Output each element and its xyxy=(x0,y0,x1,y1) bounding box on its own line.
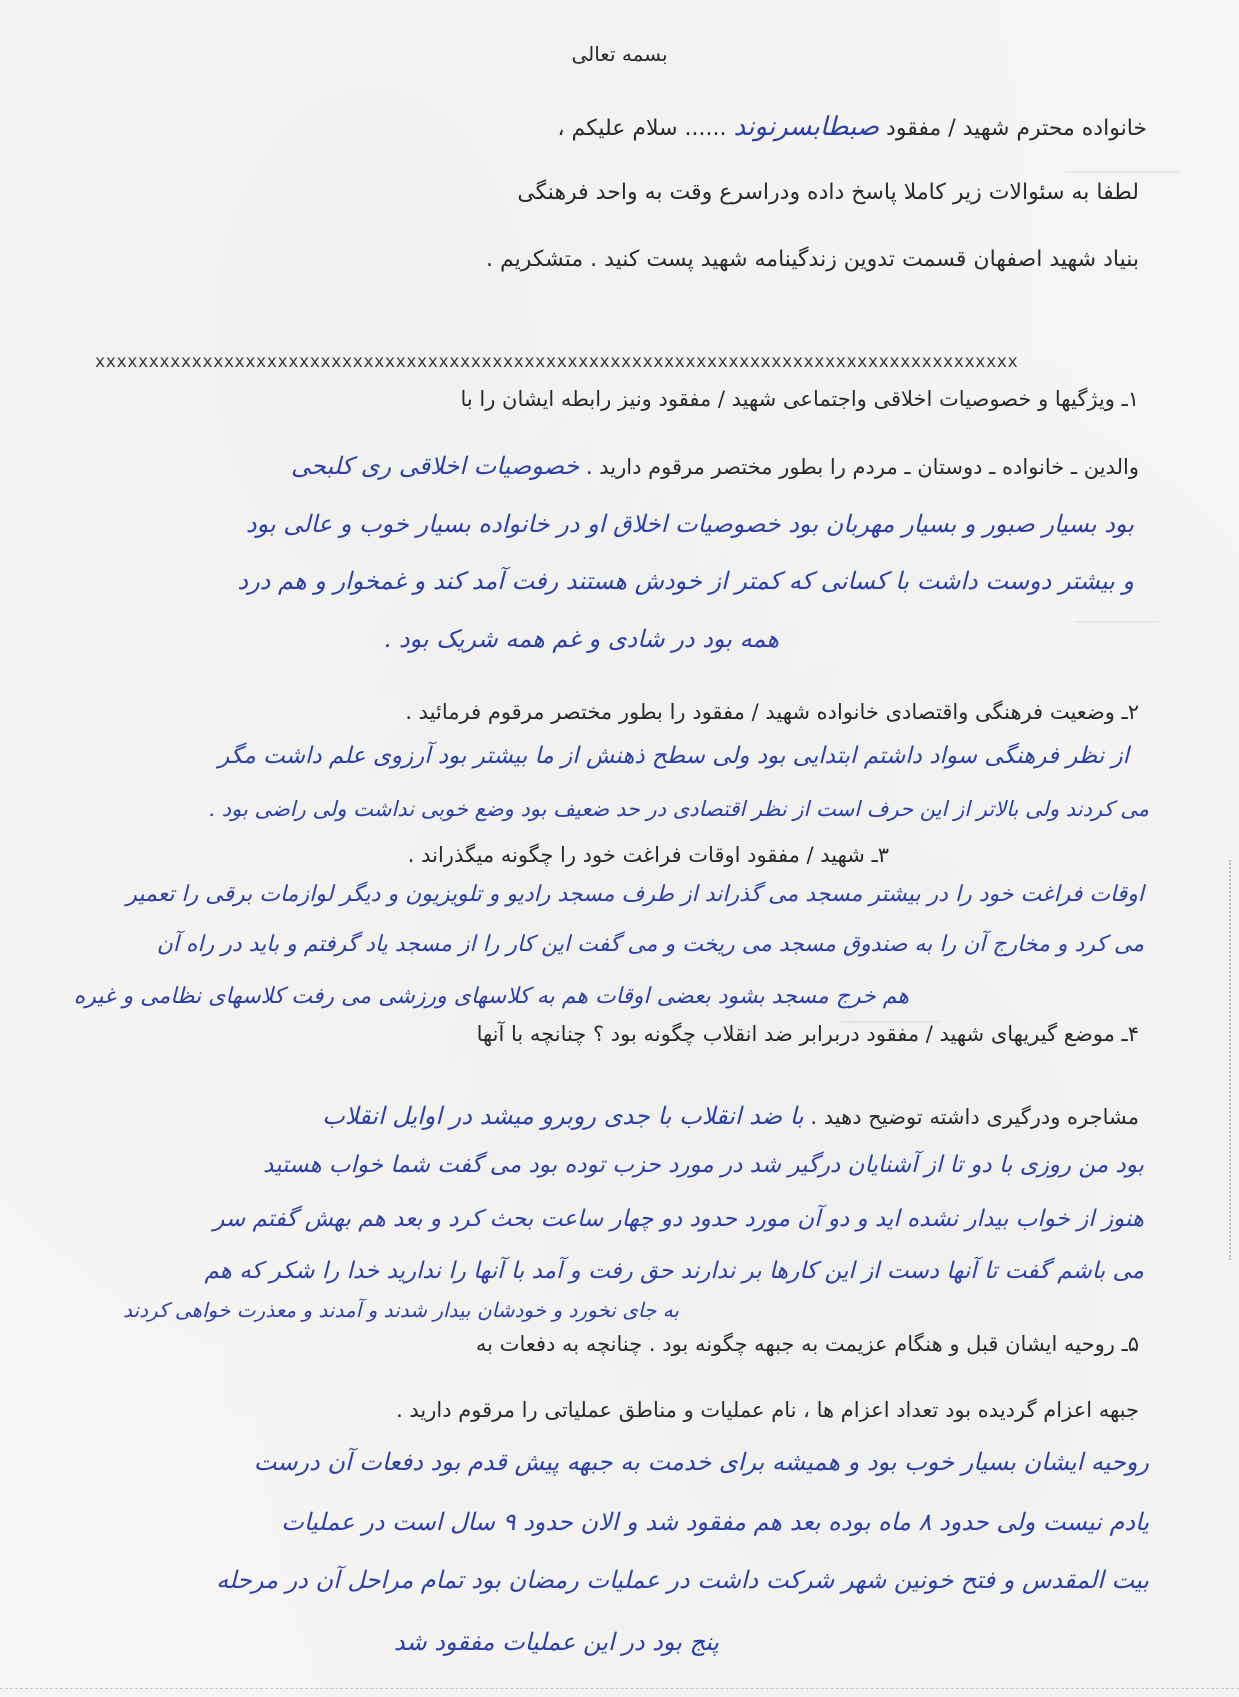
answer-1-line: همه بود در شادی و غم همه شریک بود . xyxy=(383,625,779,653)
answer-4-inline: با ضد انقلاب با جدی روبرو میشد در اوایل انقلاب xyxy=(322,1102,804,1130)
salutation-handwritten-name: صبطابسرنوند xyxy=(733,112,880,142)
answer-5-line: پنج بود در این عملیات مفقود شد xyxy=(393,1628,719,1656)
answer-3-line: می کرد و مخارج آن را به صندوق مسجد می ریخت و می گفت این کار را از مسجد یاد گرفتم و باید در راه آن xyxy=(156,932,1144,957)
bleed-through: ـــــــــــ xyxy=(1075,600,1159,630)
answer-1-line: و بیشتر دوست داشت با کسانی که کمتر از خودش هستند رفت آمد کند و غمخوار و هم درد xyxy=(237,567,1134,595)
answer-1-inline: خصوصیات اخلاقی ری کلبحی xyxy=(291,452,580,480)
answer-1-line: بود بسیار صبور و بسیار مهربان بود خصوصیات اخلاق او در خانواده بسیار خوب و عالی بود xyxy=(245,510,1134,538)
document-heading: بسمه تعالی xyxy=(571,42,668,66)
answer-4-line: بود من روزی با دو تا از آشنایان درگیر شد در مورد حزب توده بود می گفت شما خواب هستید xyxy=(263,1152,1144,1178)
bleed-through: ـــــــــــــــ xyxy=(1064,150,1179,180)
salutation-typed: خانواده محترم شهید / مفقود xyxy=(886,116,1147,141)
question-2-line-1: ۲ـ وضعیت فرهنگی واقتصادی خانواده شهید / مفقود را بطور مختصر مرقوم فرمائید . xyxy=(405,700,1139,724)
margin-dots xyxy=(1215,860,1231,1260)
separator-line: xxxxxxxxxxxxxxxxxxxxxxxxxxxxxxxxxxxxxxxxxxxxxxxxxxxxxxxxxxxxxxxxxxxxxxxxxxxxxxxxxxxxxx xyxy=(95,352,1019,372)
question-5-line-2: جبهه اعزام گردیده بود تعداد اعزام ها ، نام عملیات و مناطق عملیاتی را مرقوم دارید . xyxy=(396,1398,1139,1422)
answer-5-line: روحیه ایشان بسیار خوب بود و همیشه برای خدمت به جبهه پیش قدم بود دفعات آن درست xyxy=(253,1448,1149,1476)
answer-3-line: اوقات فراغت خود را در بیشتر مسجد می گذراند از طرف مسجد رادیو و تلویزیون و دیگر لوازمات برقی را تعمیر xyxy=(126,882,1144,907)
salutation-end: ...... سلام علیکم ، xyxy=(557,116,727,141)
answer-5-line: یادم نیست ولی حدود ۸ ماه بوده بعد هم مفقود شد و الان حدود ۹ سال است در عملیات xyxy=(281,1508,1149,1536)
answer-4-line: به جای نخورد و خودشان بیدار شدند و آمدند و معذرت خواهی کردند xyxy=(123,1298,679,1322)
answer-2-line: از نظر فرهنگی سواد داشتم ابتدایی بود ولی سطح ذهنش از ما بیشتر بود آرزوی علم داشت مگر xyxy=(218,743,1129,769)
question-5-line-1: ۵ـ روحیه ایشان قبل و هنگام عزیمت به جبهه چگونه بود . چنانچه به دفعات به xyxy=(475,1332,1139,1356)
question-4-line-1: ۴ـ موضع گیریهای شهید / مفقود دربرابر ضد انقلاب چگونه بود ؟ چنانچه با آنها xyxy=(476,1022,1139,1046)
question-1-line-2 xyxy=(291,452,1139,480)
bleed-through: ـــــــــــــ xyxy=(839,1000,939,1030)
answer-3-line: هم خرج مسجد بشود بعضی اوقات هم به کلاسهای ورزشی می رفت کلاسهای نظامی و غیره xyxy=(73,984,909,1009)
question-3-line-1: ۳ـ شهید / مفقود اوقات فراغت خود را چگونه میگذراند . xyxy=(407,843,889,867)
intro-line-2: بنیاد شهید اصفهان قسمت تدوین زندگینامه شهید پست کنید . متشکریم . xyxy=(486,247,1139,272)
intro-line-1: لطفا به سئوالات زیر کاملا پاسخ داده ودراسرع وقت به واحد فرهنگی xyxy=(517,180,1139,205)
question-1-text: والدین ـ خانواده ـ دوستان ـ مردم را بطور مختصر مرقوم دارید . xyxy=(585,455,1139,479)
question-1-line-1: ۱ـ ویژگیها و خصوصیات اخلاقی واجتماعی شهید / مفقود ونیز رابطه ایشان را با xyxy=(460,387,1139,411)
salutation-line xyxy=(557,112,1147,142)
answer-2-line: می کردند ولی بالاتر از این حرف است از نظر اقتصادی در حد ضعیف بود وضع خوبی نداشت ولی راضی بود . xyxy=(208,797,1149,821)
answer-5-line: بیت المقدس و فتح خونین شهر شرکت داشت در عملیات رمضان بود تمام مراحل آن در مرحله xyxy=(216,1566,1149,1594)
bottom-rule xyxy=(0,1688,1239,1690)
question-4-text: مشاجره ودرگیری داشته توضیح دهید . xyxy=(810,1105,1139,1129)
answer-4-line: می باشم گفت تا آنها دست از این کارها بر ندارند حق رفت و آمد با آنها را ندارید خدا را شکر که هم xyxy=(204,1258,1144,1284)
question-4-line-2 xyxy=(322,1102,1139,1130)
answer-4-line: هنوز از خواب بیدار نشده اید و دو آن مورد حدود دو چهار ساعت بحث کرد و بعد هم بهش گفتم سر xyxy=(213,1206,1144,1232)
